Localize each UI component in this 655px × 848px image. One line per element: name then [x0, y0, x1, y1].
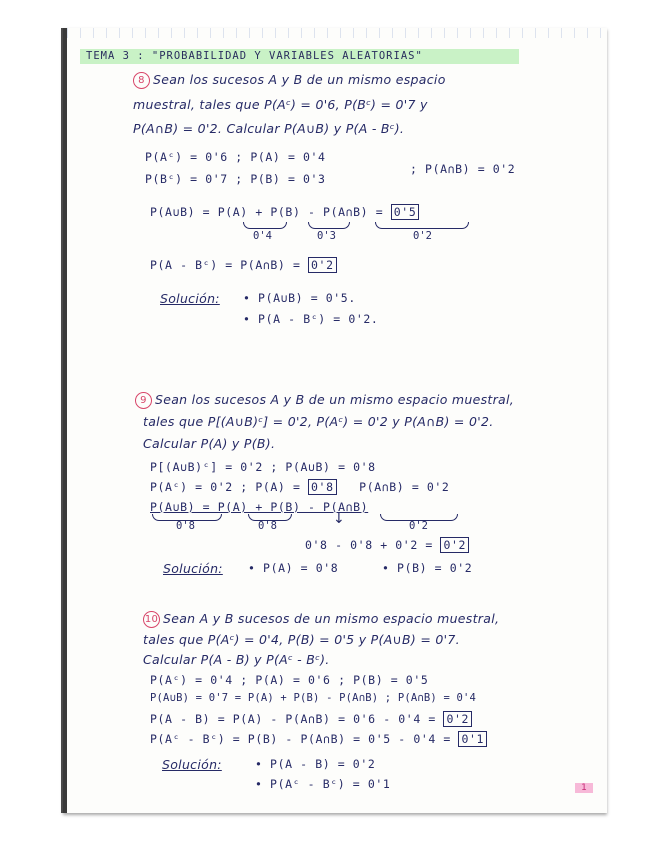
problem-8-work-1: P(Aᶜ) = 0'6 ; P(A) = 0'4 — [145, 150, 326, 164]
brace-value: 0'4 — [253, 230, 272, 242]
problem-9-line-2: tales que P[(A∪B)ᶜ] = 0'2, P(Aᶜ) = 0'2 y P(A∩B) = 0'2. — [143, 414, 494, 429]
problem-9-work-2: P(Aᶜ) = 0'2 ; P(A) = 0'8 P(A∩B) = 0'2 — [150, 480, 450, 494]
problem-8-work-2b: ; P(A∩B) = 0'2 — [410, 162, 516, 176]
solution-item: • P(A - Bᶜ) = 0'2. — [243, 312, 379, 326]
problem-10-work-3: P(A - B) = P(A) - P(A∩B) = 0'6 - 0'4 = 0'2 — [150, 712, 472, 726]
page-number: 1 — [575, 783, 593, 793]
result-box: 0'2 — [443, 711, 472, 727]
brace — [308, 222, 350, 229]
solution-item: • P(A∪B) = 0'5. — [243, 291, 356, 305]
brace-value: 0'2 — [409, 520, 428, 532]
problem-8-line-1: 8 Sean los sucesos A y B de un mismo espacio — [133, 72, 446, 89]
notebook-spiral-edge — [67, 28, 607, 38]
brace-value: 0'2 — [413, 230, 432, 242]
problem-8-line-3: P(A∩B) = 0'2. Calcular P(A∪B) y P(A - Bᶜ). — [133, 121, 405, 136]
result-box: 0'2 — [440, 537, 469, 553]
problem-9-work-3: P(A∪B) = P(A) + P(B) - P(A∩B) — [150, 500, 369, 514]
brace-value: 0'3 — [317, 230, 336, 242]
problem-9-work-1: P[(A∪B)ᶜ] = 0'2 ; P(A∪B) = 0'8 — [150, 460, 376, 474]
solution-item: • P(B) = 0'2 — [382, 561, 473, 575]
result-box: 0'8 — [308, 479, 337, 495]
result-box: 0'2 — [308, 257, 337, 273]
result-box: 0'5 — [391, 204, 420, 220]
result-box: 0'1 — [458, 731, 487, 747]
solution-item: • P(A) = 0'8 — [248, 561, 339, 575]
problem-10-work-1: P(Aᶜ) = 0'4 ; P(A) = 0'6 ; P(B) = 0'5 — [150, 673, 429, 687]
problem-9-work-4: 0'8 - 0'8 + 0'2 = 0'2 — [305, 538, 469, 552]
problem-number-badge: 10 — [143, 611, 160, 628]
brace-value: 0'8 — [176, 520, 195, 532]
problem-10-line-3: Calcular P(A - B) y P(Aᶜ - Bᶜ). — [143, 652, 330, 667]
brace — [243, 222, 287, 229]
problem-10-line-1: 10 Sean A y B sucesos de un mismo espacio muestral, — [144, 611, 500, 626]
problem-10-line-2: tales que P(Aᶜ) = 0'4, P(B) = 0'5 y P(A∪B) = 0'7. — [143, 632, 460, 647]
solution-label: Solución: — [163, 561, 223, 576]
problem-8-work-4: P(A - Bᶜ) = P(A∩B) = 0'2 — [150, 258, 337, 272]
solution-item: • P(A - B) = 0'2 — [255, 757, 376, 771]
down-arrow-icon: ↓ — [333, 511, 345, 527]
page-title: TEMA 3 : "PROBABILIDAD Y VARIABLES ALEATORIAS" — [80, 49, 519, 64]
problem-number-badge: 8 — [133, 72, 150, 89]
problem-9-line-1: 9 Sean los sucesos A y B de un mismo espacio muestral, — [135, 392, 514, 409]
solution-label: Solución: — [160, 291, 220, 306]
problem-9-line-3: Calcular P(A) y P(B). — [143, 436, 276, 451]
problem-8-work-3: P(A∪B) = P(A) + P(B) - P(A∩B) = 0'5 — [150, 205, 419, 219]
problem-number-badge: 9 — [135, 392, 152, 409]
brace-value: 0'8 — [258, 520, 277, 532]
problem-8-line-2: muestral, tales que P(Aᶜ) = 0'6, P(Bᶜ) = 0'7 y — [133, 97, 428, 112]
brace — [375, 222, 469, 229]
problem-10-work-4: P(Aᶜ - Bᶜ) = P(B) - P(A∩B) = 0'5 - 0'4 = 0'1 — [150, 732, 487, 746]
problem-8-work-2: P(Bᶜ) = 0'7 ; P(B) = 0'3 — [145, 172, 326, 186]
problem-10-work-2: P(A∪B) = 0'7 = P(A) + P(B) - P(A∩B) ; P(A∩B) = 0'4 — [150, 692, 477, 704]
solution-item: • P(Aᶜ - Bᶜ) = 0'1 — [255, 777, 391, 791]
solution-label: Solución: — [162, 757, 222, 772]
